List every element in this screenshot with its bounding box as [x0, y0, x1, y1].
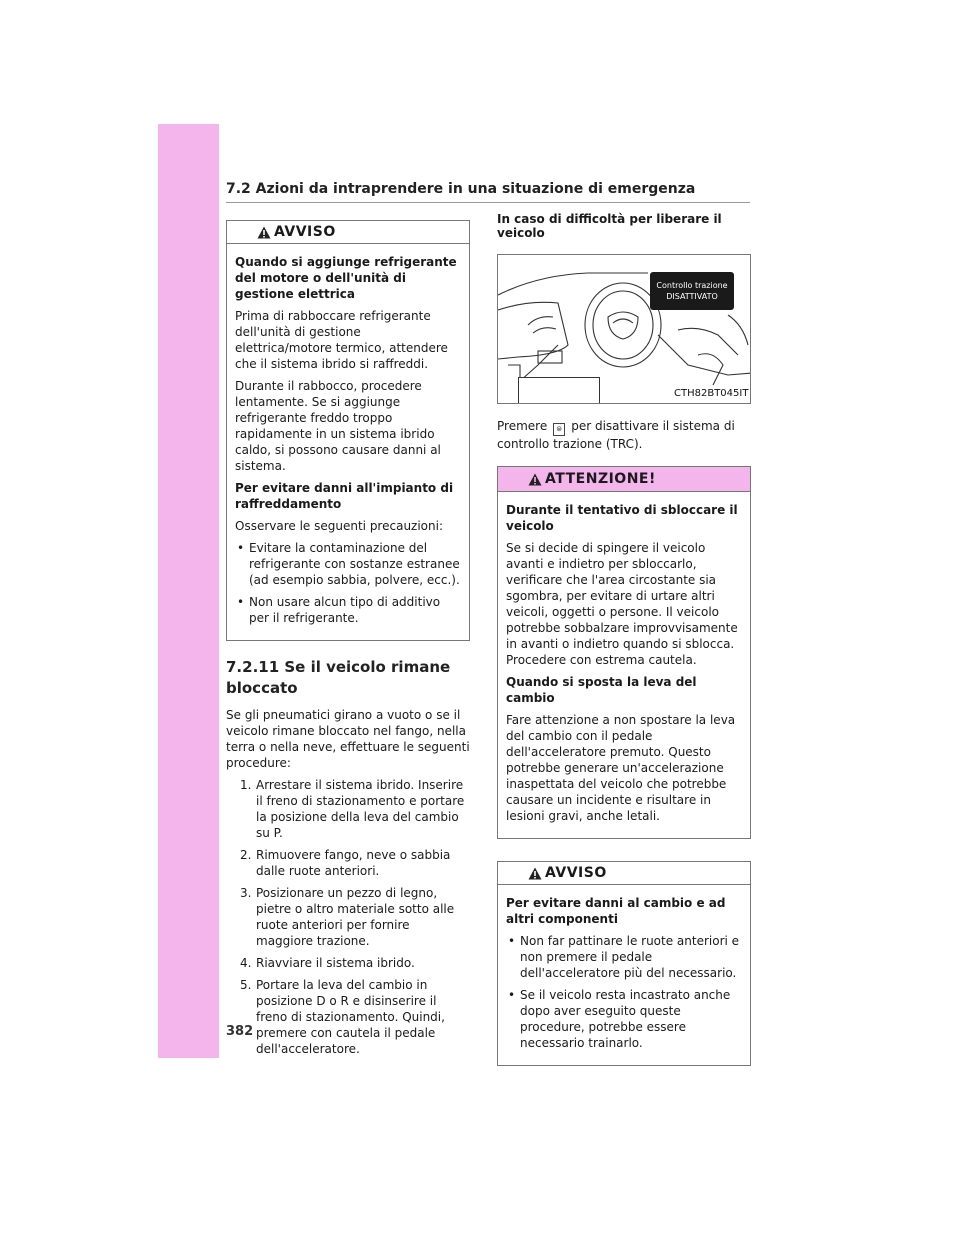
warning-icon	[528, 867, 542, 880]
bullet-item: • Se il veicolo resta incastrato anche dopo aver eseguito queste procedure, potrebbe essere necessario trainarlo.	[506, 987, 742, 1051]
notice-header	[227, 221, 469, 244]
bullet-item: • Non far pattinare le ruote anteriori e non premere il pedale dell'acceleratore più del necessario.	[506, 933, 742, 981]
notice-title: AVVISO	[274, 224, 336, 240]
step-item: 4. Riavviare il sistema ibrido.	[240, 956, 415, 970]
caution-subheading: Durante il tentativo di sbloccare il veicolo	[506, 503, 738, 533]
notice-paragraph: Osservare le seguenti precauzioni:	[235, 519, 444, 533]
press-instruction: Premere ⊜ per disattivare il sistema di controllo trazione (TRC).	[497, 419, 735, 451]
page-number: 382	[226, 1024, 254, 1039]
caution-box	[497, 466, 751, 839]
caution-title: ATTENZIONE!	[545, 471, 656, 487]
page-header	[226, 178, 750, 203]
section-title: 7.2.11 Se il veicolo rimane bloccato	[226, 658, 451, 697]
notice-paragraph: Prima di rabboccare refrigerante dell'unità di gestione elettrica/motore termico, attendere che il sistema ibrido si raffreddi.	[235, 309, 448, 371]
caution-subheading: Quando si sposta la leva del cambio	[506, 675, 697, 705]
chapter-sidebar-tab	[158, 124, 219, 1058]
intro-paragraph: Se gli pneumatici girano a vuoto o se il veicolo rimane bloccato nel fango, nella terra o nella neve, effettuare le seguenti procedure:	[226, 708, 470, 770]
right-column	[497, 212, 751, 1066]
notice-bullet-list	[235, 540, 461, 626]
notice-box-coolant	[226, 220, 470, 641]
step-item: 2. Rimuovere fango, neve o sabbia dalle ruote anteriori.	[240, 848, 451, 878]
step-item: 3. Posizionare un pezzo di legno, pietre o altro materiale sotto alle ruote anteriori per fornire maggiore trazione.	[240, 886, 455, 948]
procedure-steps	[226, 777, 470, 1057]
caution-paragraph: Fare attenzione a non spostare la leva del cambio con il pedale dell'acceleratore premuto. Questo potrebbe generare un'accelerazione inaspettata del veicolo che potrebbe causare un incidente e risultare in lesioni gravi, anche letali.	[506, 713, 736, 823]
notice-box-transmission	[497, 861, 751, 1066]
button-closeup	[518, 377, 600, 404]
step-item: 1. Arrestare il sistema ibrido. Inserire il freno di stazionamento e portare la posizione della leva del cambio su P.	[240, 778, 465, 840]
figure-code: CTH82BT045IT	[674, 388, 749, 399]
bullet-item: • Non usare alcun tipo di additivo per il refrigerante.	[235, 594, 461, 626]
trc-off-icon: ⊜	[553, 423, 565, 436]
notice-bullet-list	[506, 933, 742, 1051]
notice-paragraph: Durante il rabbocco, procedere lentamente. Se si aggiunge refrigerante freddo troppo rapidamente in un sistema ibrido caldo, si possono causare danni al sistema.	[235, 379, 441, 473]
left-column	[226, 220, 470, 1063]
multi-info-display: Controllo trazione DISATTIVATO	[650, 272, 734, 310]
notice-subheading: Quando si aggiunge refrigerante del motore o dell'unità di gestione elettrica	[235, 255, 457, 301]
step-item: 5. Portare la leva del cambio in posizione D o R e disinserire il freno di stazionamento. Quindi, premere con cautela il pedale dell'acceleratore.	[240, 978, 445, 1056]
notice-header	[498, 862, 750, 885]
warning-icon	[257, 226, 271, 239]
notice-subheading: Per evitare danni al cambio e ad altri componenti	[506, 896, 726, 926]
dashboard-illustration	[497, 254, 751, 404]
caution-paragraph: Se si decide di spingere il veicolo avanti e indietro per sbloccarlo, verificare che l'area circostante sia sgombra, per evitare di urtare altri veicoli, oggetti o persone. Il veicolo potrebbe sobbalzare improvvisamente in avanti o indietro quando si sblocca. Procedere con estrema cautela.	[506, 541, 738, 667]
right-heading: In caso di difficoltà per liberare il veicolo	[497, 212, 722, 240]
caution-header	[498, 467, 750, 492]
bullet-item: • Evitare la contaminazione del refrigerante con sostanze estranee (ad esempio sabbia, polvere, ecc.).	[235, 540, 461, 588]
notice-subheading: Per evitare danni all'impianto di raffreddamento	[235, 481, 454, 511]
notice-title: AVVISO	[545, 865, 607, 881]
header-title: 7.2 Azioni da intraprendere in una situazione di emergenza	[226, 181, 696, 197]
warning-icon	[528, 473, 542, 486]
